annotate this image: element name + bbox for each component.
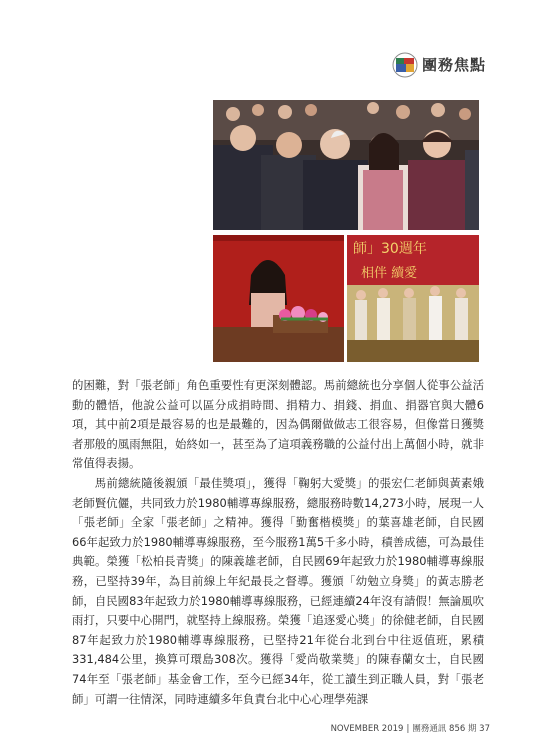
award-banner-line1: 師」30週年 — [353, 241, 427, 257]
article-paragraph: 的困難，對「張老師」角色重要性有更深刻體認。馬前總統也分享個人從事公益活動的體悟，他說公益可以區分成捐時間、捐精力、捐錢、捐血、捐器官與大體6項，其中前2項是最容易的也是最難的，因為偶爾做做志工很容易，但像當日獲獎者那般的風雨無阻，始終如一，甚至為了這項義務職的公益付出上萬個小時，就非常值得表揚。 — [72, 378, 484, 471]
photo-award-image — [347, 235, 479, 362]
footer-separator: | — [406, 724, 410, 734]
photo-audience-image — [213, 100, 479, 230]
award-photo — [347, 235, 479, 362]
footer-publication: 團務通訊 856 期 — [412, 724, 477, 734]
footer-date: NOVEMBER 2019 — [330, 724, 404, 734]
page-footer — [330, 722, 490, 734]
award-banner-line2: 相伴 續愛 — [361, 266, 418, 281]
article-paragraph: 馬前總統隨後親頒「最佳獎項」，獲得「鞠躬大愛獎」的張宏仁老師與黃素娥老師賢伉儷，共同致力於1980輔導專線服務，總服務時數14,273小時，展現一人「張老師」全家「張老師」之精神。獲得「勤奮楷模獎」的葉喜雄老師，自民國66年起致力於1980輔導專線服務，至今服務1萬5千多小時，積善成德，可為最佳典範。榮獲「松柏長青獎」的陳義雄老師，自民國69年起致力於1980輔導專線服務，已堅持39年，為目前線上年紀最長之督導。獲頒「幼勉立身獎」的黃志勝老師，自民國83年起致力於1980輔導專線服務，已經連續24年沒有請假！無論風吹雨打，只要中心開門，就堅持上線服務。榮獲「追逐愛心獎」的徐健老師，自民國87年起致力於1980輔導專線服務，已堅持21年從台北到台中往返值班，累積331,484公里，換算可環島308次。獲得「愛尚敬業獎」的陳春蘭女士，自民國74年至「張老師」基金會工作，至今已經34年，從工讀生到正職人員，對「張老師」可謂一往情深，同時連續多年負責台北中心心理學苑課 — [72, 475, 484, 706]
photo-speaker-image — [213, 235, 344, 362]
section-title: 團務焦點 — [422, 56, 487, 74]
section-logo-icon — [392, 52, 418, 78]
section-header — [392, 52, 532, 78]
speaker-photo — [213, 235, 344, 362]
page-number: 37 — [479, 724, 490, 734]
article-body — [72, 376, 484, 709]
audience-photo — [213, 100, 479, 230]
